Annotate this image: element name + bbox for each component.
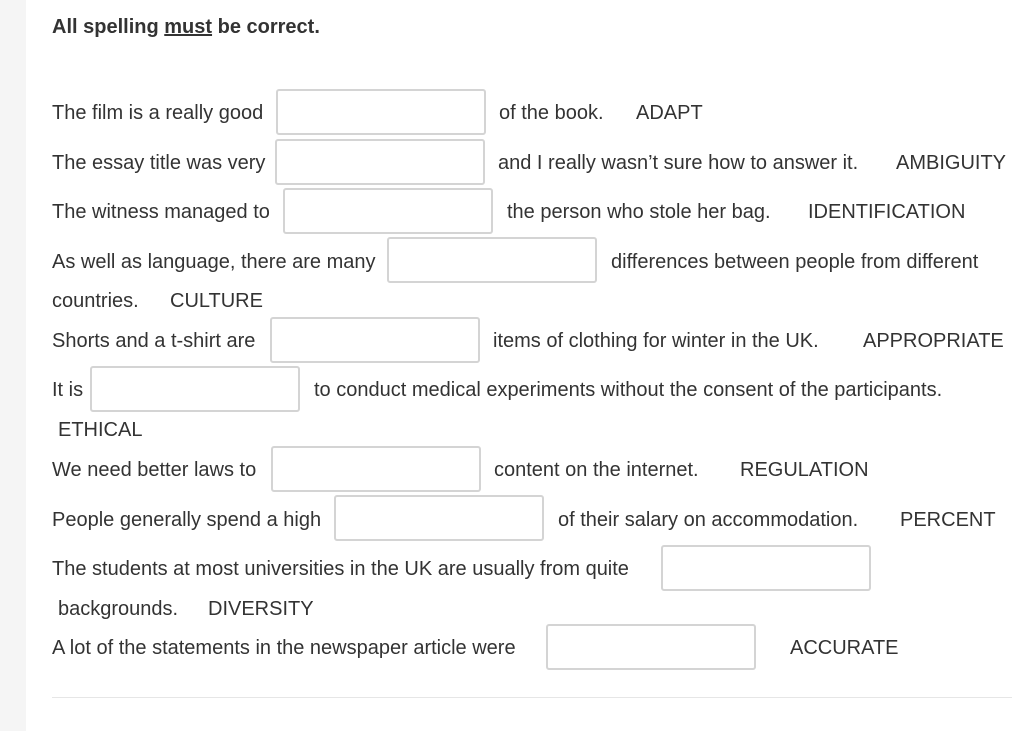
question-4-after-continued: countries. (52, 290, 139, 312)
question-8-keyword: PERCENT (900, 509, 996, 531)
question-7-answer-input[interactable] (271, 446, 481, 492)
instruction-part2: be correct. (212, 16, 320, 38)
question-1-before: The film is a really good (52, 102, 264, 124)
question-4-before: As well as language, there are many (52, 251, 376, 273)
instruction-emphasis: must (164, 16, 213, 38)
question-9-answer-input[interactable] (661, 545, 871, 591)
question-5-answer-input[interactable] (270, 317, 480, 363)
question-7-after: content on the internet. (494, 459, 699, 481)
question-4-answer-input[interactable] (387, 237, 597, 283)
instruction-part1: All spelling (52, 16, 165, 38)
question-6-before: It is (52, 379, 84, 401)
question-9-keyword: DIVERSITY (208, 598, 314, 620)
question-2-before: The essay title was very (52, 152, 266, 174)
question-10-keyword: ACCURATE (790, 637, 899, 659)
question-5-before: Shorts and a t-shirt are (52, 330, 256, 352)
question-1-keyword: ADAPT (636, 102, 703, 124)
question-9-after: backgrounds. (58, 598, 179, 620)
question-6-after: to conduct medical experiments without the consent of the participants. (314, 379, 943, 401)
question-3-answer-input[interactable] (283, 188, 493, 234)
question-6-keyword: ETHICAL (58, 419, 143, 441)
question-2-keyword: AMBIGUITY (896, 152, 1007, 174)
question-5-after: items of clothing for winter in the UK. (493, 330, 819, 352)
question-8-after: of their salary on accommodation. (558, 509, 859, 531)
question-6-answer-input[interactable] (90, 366, 300, 412)
question-3-after: the person who stole her bag. (507, 201, 771, 223)
question-1-answer-input[interactable] (276, 89, 486, 135)
question-1-after: of the book. (499, 102, 604, 124)
question-2-answer-input[interactable] (275, 139, 485, 185)
question-4-after: differences between people from different (611, 251, 979, 273)
question-3-keyword: IDENTIFICATION (808, 201, 966, 223)
question-7-before: We need better laws to (52, 459, 257, 481)
question-9-before: The students at most universities in the UK are usually from quite (52, 558, 629, 580)
question-7-keyword: REGULATION (740, 459, 869, 481)
question-5-keyword: APPROPRIATE (863, 330, 1004, 352)
question-8-before: People generally spend a high (52, 509, 322, 531)
instruction-text (52, 16, 320, 39)
question-10-before: A lot of the statements in the newspaper article were (52, 637, 516, 659)
question-2-after: and I really wasn’t sure how to answer it. (498, 152, 859, 174)
divider (52, 697, 1012, 698)
question-4-keyword: CULTURE (170, 290, 263, 312)
question-10-answer-input[interactable] (546, 624, 756, 670)
question-8-answer-input[interactable] (334, 495, 544, 541)
question-3-before: The witness managed to (52, 201, 270, 223)
